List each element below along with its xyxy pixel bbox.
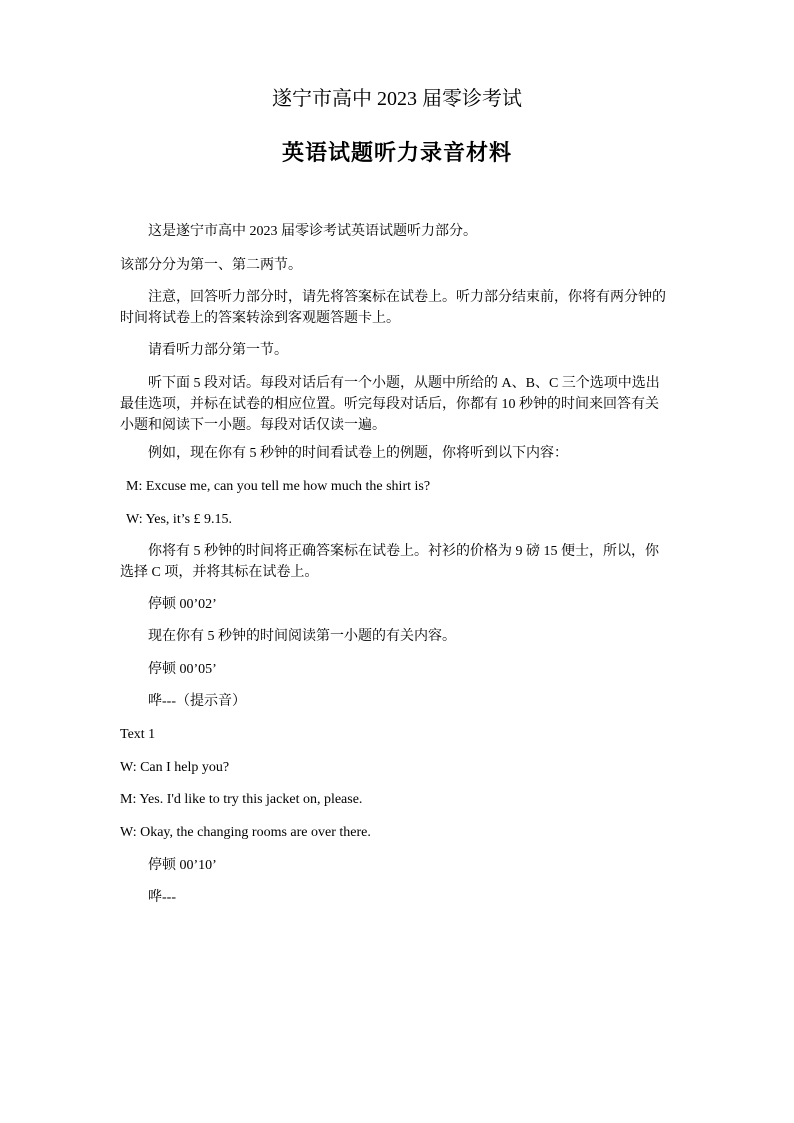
section-one-paragraph: 请看听力部分第一节。 [148, 343, 288, 358]
document-title: 遂宁市高中 2023 届零诊考试 [272, 88, 522, 110]
read-question-paragraph: 现在你有 5 秒钟的时间阅读第一小题的有关内容。 [148, 629, 456, 644]
example-intro-paragraph: 例如，现在你有 5 秒钟的时间看试卷上的例题，你将听到以下内容： [148, 446, 568, 461]
instructions-paragraph: 听下面 5 段对话。每段对话后有一个小题，从题中所给的 A、B、C 三个选项中选出最佳选项，并标在试卷的相应位置。听完每段对话后，你都有 10 秒钟的时间来回答有关小题和阅读下一小题。每段对话仅读一遍。 [120, 376, 660, 433]
example-dialogue-m: M: Excuse me, can you tell me how much the shirt is? [126, 479, 431, 494]
dialogue-line: M: Yes. I'd like to try this jacket on, please. [120, 792, 363, 807]
pause-line: 停顿 00’05’ [148, 662, 217, 677]
parts-paragraph: 该部分分为第一、第二两节。 [120, 258, 302, 273]
pause-line: 停顿 00’10’ [148, 858, 217, 873]
example-dialogue-w: W: Yes, it’s £ 9.15. [126, 512, 233, 527]
beep-line: 哗--- [148, 890, 176, 905]
dialogue-line: W: Okay, the changing rooms are over there. [120, 825, 371, 840]
beep-line: 哗---（提示音） [148, 694, 246, 709]
dialogue-line: W: Can I help you? [120, 760, 230, 775]
document-subtitle: 英语试题听力录音材料 [281, 140, 512, 165]
pause-line: 停顿 00’02’ [148, 597, 217, 612]
intro-paragraph: 这是遂宁市高中 2023 届零诊考试英语试题听力部分。 [148, 224, 477, 239]
answer-paragraph: 你将有 5 秒钟的时间将正确答案标在试卷上。衬衫的价格为 9 磅 15 便士，所以，你选择 C 项，并将其标在试卷上。 [120, 544, 659, 580]
text-one-label: Text 1 [120, 727, 156, 742]
note-paragraph: 注意，回答听力部分时，请先将答案标在试卷上。听力部分结束前，你将有两分钟的时间将试卷上的答案转涂到客观题答题卡上。 [120, 290, 666, 326]
